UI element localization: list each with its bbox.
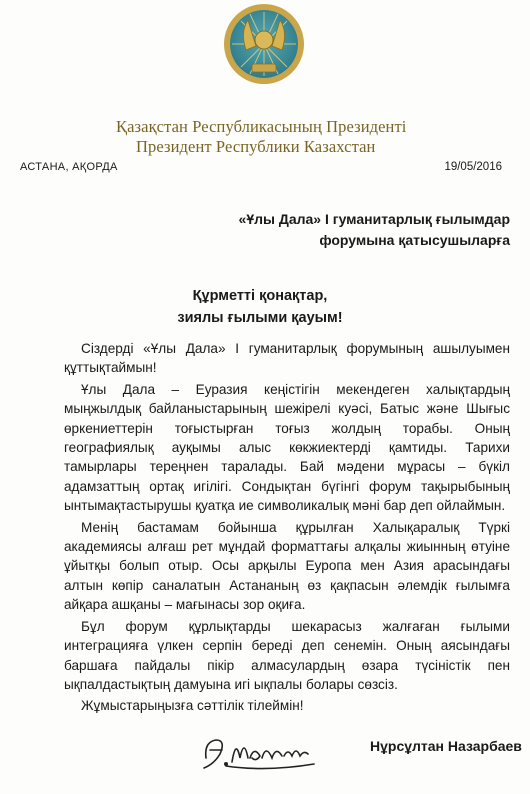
greeting-line-1: Құрметті қонақтар, xyxy=(192,288,328,304)
place-line: АСТАНА, АҚОРДА xyxy=(20,161,118,173)
paragraph: Менің бастамам бойынша құрылған Халықаралық Түркі академиясы алғаш рет мұндай форматтағы алқалы жиынның өтуіне ұйытқы болып отыр. Осы арқылы Еуропа мен Азия арасындағы алтын көпір саналатын Астананың өз қақпасын әлемдік ғылымға айқара ашқаны – мағынасы зор оқиға. xyxy=(64,519,510,613)
letter-body xyxy=(64,339,510,718)
state-emblem xyxy=(222,2,306,90)
paragraph: Ұлы Дала – Еуразия кеңістігін мекендеген халықтардың мыңжылдық байланыстарының шежірелі куәсі, Батыс және Шығыс өркениеттерін тоғыстырған тоғыз жолдың торабы. Оның географиялық ауқымы алыс көкжиектерді қамтиды. Тарихи тамырлары тереңнен таралады. Бай мәдени мұрасы – бүкіл адамзаттың ортақ игілігі. Сондықтан бүгінгі форум тақырыбының ынтымақтастырушы қуатқа ие символикалық мәні бар деп ойлаймын. xyxy=(64,381,510,514)
president-title-russian: Президент Республики Казахстан xyxy=(136,137,376,156)
paragraph: Сіздерді «Ұлы Дала» І гуманитарлық форумының ашылуымен құттықтаймын! xyxy=(64,341,510,376)
addressee-line-2: форумына қатысушыларға xyxy=(319,232,510,248)
closing-line: Жұмыстарыңызға сәттілік тілеймін! xyxy=(81,698,304,714)
greeting-line-2: зиялы ғылыми қауым! xyxy=(177,310,343,326)
letter-date: 19/05/2016 xyxy=(444,161,502,173)
paragraph: Бұл форум құрлықтарды шекарасыз жалғаған ғылыми интеграцияға үлкен серпін береді деп сенемін. Оның аясындағы баршаға пайдалы пікір алмасулардың өзара түсіністік пен ықпалдастықтың дамуына игі ықпалы болары сөзсіз. xyxy=(64,618,510,692)
president-title-kazakh: Қазақстан Республикасының Президенті xyxy=(116,117,407,136)
signer-name: Нұрсұлтан Назарбаев xyxy=(370,738,522,754)
handwritten-signature xyxy=(196,728,336,776)
addressee-line-1: «Ұлы Дала» І гуманитарлық ғылымдар xyxy=(238,211,510,227)
